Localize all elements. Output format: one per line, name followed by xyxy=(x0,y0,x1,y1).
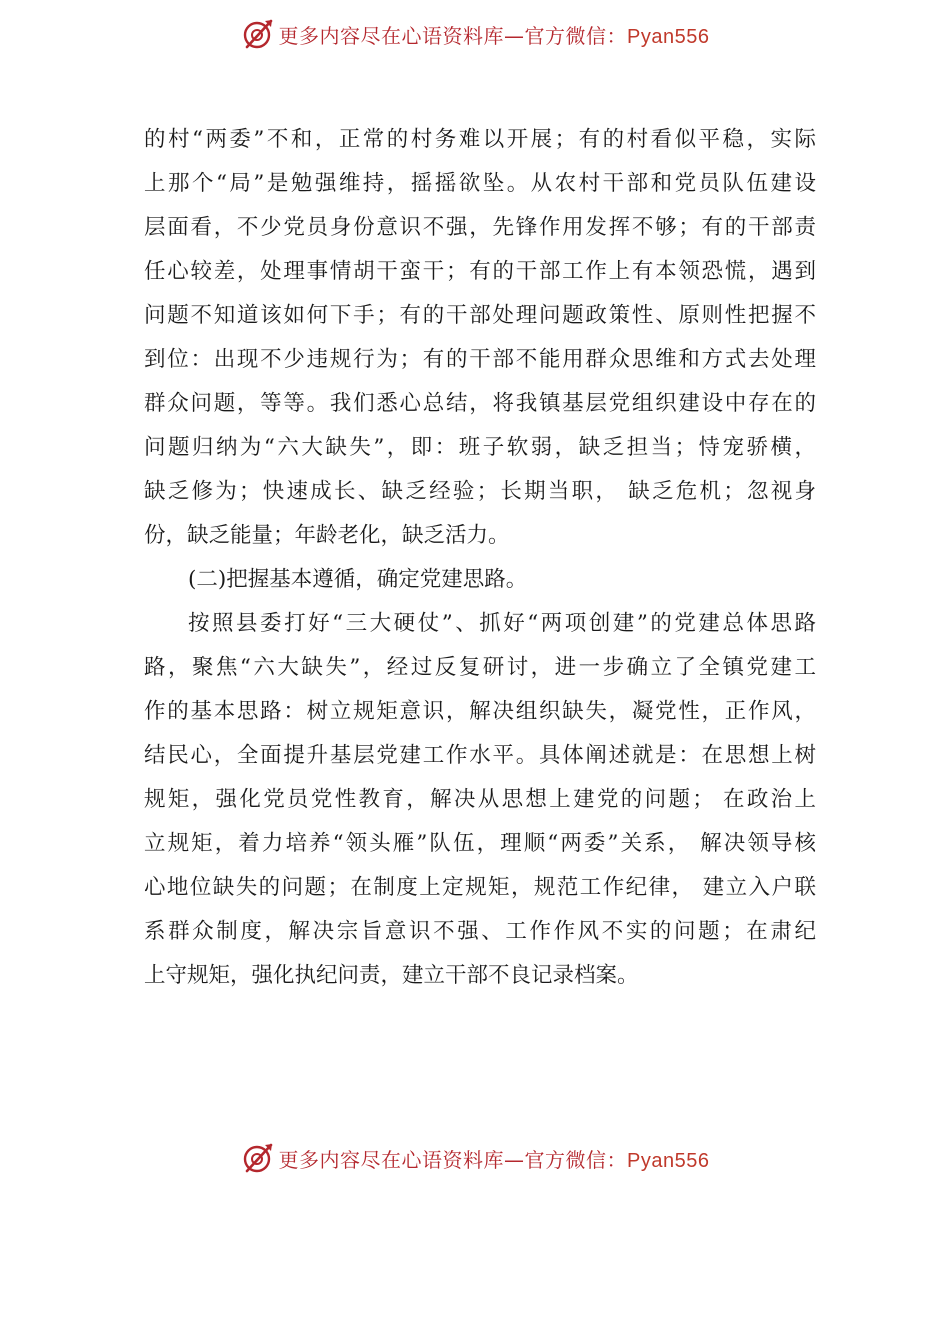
text-line: 结民心，全面提升基层党建工作水平。具体阐述就是：在思想上树 xyxy=(144,743,816,768)
text-line: 问题不知道该如何下手；有的干部处理问题政策性、原则性把握不 xyxy=(144,303,816,328)
text-line: 路，聚焦“六大缺失”，经过反复研讨，进一步确立了全镇党建工 xyxy=(144,655,816,680)
text-line: 系群众制度，解决宗旨意识不强、工作作风不实的问题；在肃纪 xyxy=(144,919,816,944)
banner-dash: — xyxy=(504,1147,525,1172)
text-line: 缺乏修为；快速成长、缺乏经验；长期当职， 缺乏危机；忽视身 xyxy=(144,479,816,504)
text-line: 群众问题，等等。我们悉心总结，将我镇基层党组织建设中存在的 xyxy=(144,391,816,416)
text-line: 份，缺乏能量；年龄老化，缺乏活力。 xyxy=(144,523,510,548)
section-heading xyxy=(144,558,816,602)
text-line: 的村“两委”不和，正常的村务难以开展；有的村看似平稳，实际 xyxy=(144,127,816,152)
banner-wechat-id: Pyan556 xyxy=(627,1149,710,1172)
paragraph-2 xyxy=(144,602,816,998)
banner-wechat-label: 官方微信： xyxy=(524,1147,628,1172)
banner-library-text: 更多内容尽在心语资料库 xyxy=(278,1147,505,1172)
banner-dash: — xyxy=(504,23,525,48)
paragraph-1 xyxy=(144,118,816,558)
text-line: 上那个“局”是勉强维持，摇摇欲坠。从农村干部和党员队伍建设 xyxy=(144,171,816,196)
quill-logo-icon xyxy=(241,1141,275,1175)
footer-banner xyxy=(0,1138,950,1178)
banner-wechat-id: Pyan556 xyxy=(627,25,710,48)
banner-wechat-label: 官方微信： xyxy=(524,23,628,48)
text-line: 问题归纳为“六大缺失”，即：班子软弱，缺乏担当；恃宠骄横， xyxy=(144,435,816,460)
text-line: 任心较差，处理事情胡干蛮干；有的干部工作上有本领恐慌，遇到 xyxy=(144,259,816,284)
quill-logo-icon xyxy=(241,17,275,51)
text-line: 规矩，强化党员党性教育，解决从思想上建党的问题； 在政治上 xyxy=(144,787,816,812)
text-line: 心地位缺失的问题；在制度上定规矩，规范工作纪律， 建立入户联 xyxy=(144,875,816,900)
text-line: 作的基本思路：树立规矩意识，解决组织缺失，凝党性，正作风， xyxy=(144,699,816,724)
text-line: 按照县委打好“三大硬仗”、抓好“两项创建”的党建总体思路 xyxy=(188,611,816,636)
text-line: 立规矩，着力培养“领头雁”队伍，理顺“两委”关系， 解决领导核 xyxy=(144,831,816,856)
section-heading-text: (二)把握基本遵循，确定党建思路。 xyxy=(188,567,528,592)
header-banner xyxy=(0,14,950,54)
text-line: 到位：出现不少违规行为；有的干部不能用群众思维和方式去处理 xyxy=(144,347,816,372)
document-body xyxy=(144,118,816,998)
text-line: 上守规矩，强化执纪问责，建立干部不良记录档案。 xyxy=(144,963,639,988)
header-banner-text xyxy=(279,20,710,49)
text-line: 层面看，不少党员身份意识不强，先锋作用发挥不够；有的干部责 xyxy=(144,215,816,240)
banner-library-text: 更多内容尽在心语资料库 xyxy=(278,23,505,48)
footer-banner-text xyxy=(279,1144,710,1173)
